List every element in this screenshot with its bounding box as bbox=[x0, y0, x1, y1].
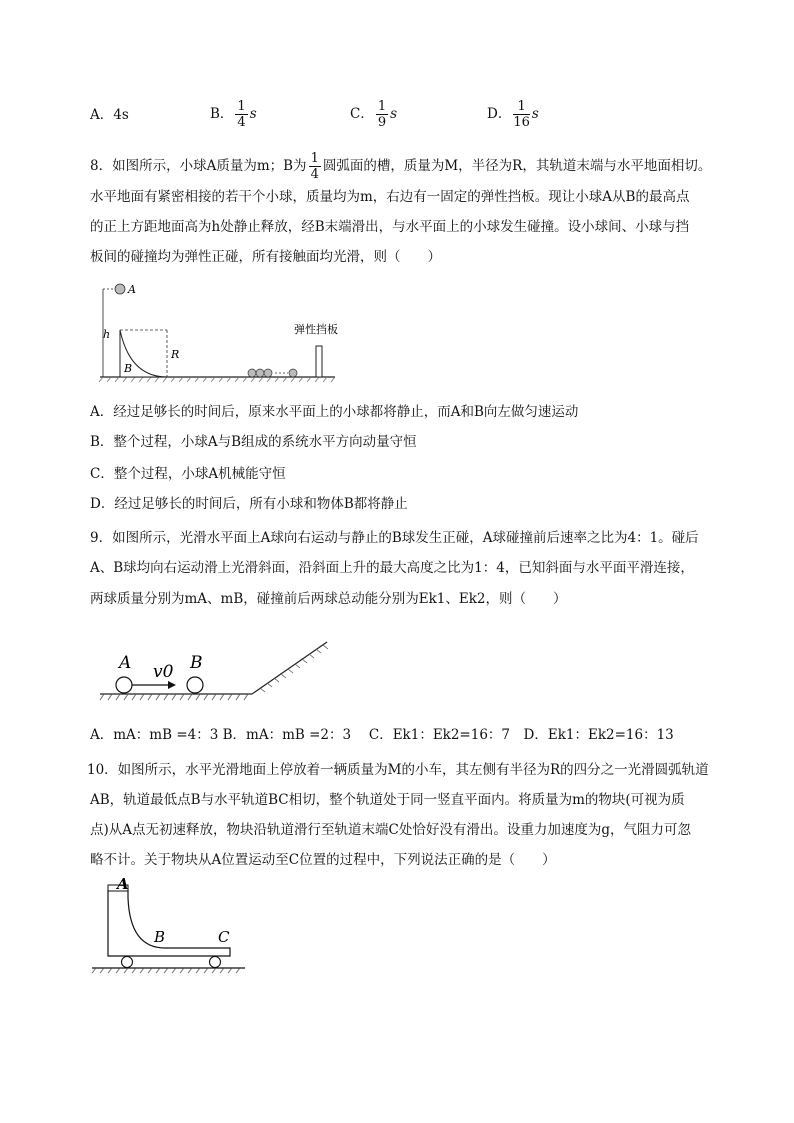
q10-line-2: AB，轨道最低点B与水平轨道BC相切，整个轨道处于同一竖直平面内。将质量为m的物块(可视为质 bbox=[90, 792, 685, 808]
q7-option-b-den: 4 bbox=[237, 115, 246, 130]
q8-fraction-den: 4 bbox=[310, 167, 319, 182]
q7-option-c-prefix: C． bbox=[350, 106, 374, 122]
q7-option-c bbox=[350, 96, 397, 132]
q8-fig-label-a: A bbox=[128, 283, 136, 296]
q9-fig-label-a: A bbox=[119, 653, 132, 673]
q7-option-c-num: 1 bbox=[377, 99, 387, 114]
q9-fig-label-b: B bbox=[190, 653, 203, 673]
q9-line-3: 两球质量分别为mA、mB，碰撞前后两球总动能分别为Ek1、Ek2，则（ ） bbox=[90, 591, 567, 607]
q9-fig-ball-b bbox=[187, 677, 203, 693]
q8-line-4: 板间的碰撞均为弹性正碰，所有接触面均光滑，则（ ） bbox=[90, 249, 441, 265]
q7-option-c-fraction bbox=[376, 99, 388, 130]
q7-option-c-den: 9 bbox=[377, 115, 387, 130]
q8-fraction-num: 1 bbox=[310, 151, 319, 166]
q7-option-d bbox=[487, 96, 539, 132]
q9-figure bbox=[95, 630, 340, 705]
q7-option-b-fraction bbox=[235, 99, 247, 130]
q8-line-1-a: 8．如图所示，小球A质量为m；B为 bbox=[90, 158, 307, 174]
q8-option-c: C．整个过程，小球A机械能守恒 bbox=[90, 466, 286, 482]
q7-option-d-fraction bbox=[513, 99, 530, 130]
q8-fig-label-h: h bbox=[103, 328, 111, 341]
q9-options: A．mA：mB =4：3 B．mA：mB =2：3 C．Ek1：Ek2=16：7 D．Ek1：Ek2=16：13 bbox=[90, 727, 674, 743]
q8-quarter-fraction bbox=[309, 151, 321, 182]
q8-option-d: D．经过足够长的时间后，所有小球和物体B都将静止 bbox=[90, 496, 408, 512]
q8-line-1-b: 圆弧面的槽，质量为M，半径为R，其轨道末端与水平地面相切。 bbox=[322, 158, 712, 174]
q7-option-d-prefix: D． bbox=[487, 106, 512, 122]
q10-fig-label-c: C bbox=[218, 928, 230, 946]
q8-option-b: B．整个过程，小球A与B组成的系统水平方向动量守恒 bbox=[90, 434, 417, 450]
q8-fig-label-wall: 弹性挡板 bbox=[294, 323, 338, 336]
q10-line-3: 点)从A点无初速释放，物块沿轨道滑行至轨道末端C处恰好没有滑出。设重力加速度为g，气阻力可忽 bbox=[90, 822, 691, 838]
q7-option-a: A．4s bbox=[90, 107, 129, 123]
q7-option-c-unit: s bbox=[390, 106, 398, 122]
q9-line-2: A、B球均向右运动滑上光滑斜面，沿斜面上升的最大高度之比为1：4，已知斜面与水平面平滑连接， bbox=[90, 560, 694, 576]
q10-fig-label-b: B bbox=[154, 928, 166, 946]
q8-line-1 bbox=[90, 150, 711, 182]
q8-option-a: A．经过足够长的时间后，原来水平面上的小球都将静止，而A和B向左做匀速运动 bbox=[90, 404, 579, 420]
q9-fig-label-v0: v0 bbox=[153, 662, 174, 682]
q7-option-d-num: 1 bbox=[513, 99, 530, 115]
q8-fig-ball-a bbox=[115, 284, 125, 294]
q7-option-b-num: 1 bbox=[237, 99, 246, 114]
q10-line-4: 略不计。关于物块从A位置运动至C位置的过程中，下列说法正确的是（ ） bbox=[90, 852, 556, 868]
q9-fig-ball-a bbox=[116, 677, 132, 693]
q7-option-b-prefix: B． bbox=[210, 106, 234, 122]
q9-line-1: 9．如图所示，光滑水平面上A球向右运动与静止的B球发生正碰，A球碰撞前后速率之比为4：1。碰后 bbox=[90, 530, 699, 546]
q10-fig-label-a: A bbox=[117, 878, 129, 893]
q10-figure bbox=[90, 878, 250, 978]
q10-line-1: 10．如图所示，水平光滑地面上停放着一辆质量为M的小车，其左侧有半径为R的四分之一光滑圆弧轨道 bbox=[87, 762, 709, 778]
q7-option-d-den: 16 bbox=[513, 115, 530, 130]
q7-option-b-unit: s bbox=[249, 106, 257, 122]
q7-option-d-unit: s bbox=[531, 106, 539, 122]
q8-line-3: 的正上方距地面高为h处静止释放，经B末端滑出，与水平面上的小球发生碰撞。设小球间、小球与挡 bbox=[90, 219, 690, 235]
q7-option-b bbox=[210, 96, 257, 132]
q8-fig-label-r: R bbox=[171, 348, 180, 361]
q8-line-2: 水平地面有紧密相接的若干个小球，质量均为m，右边有一固定的弹性挡板。现让小球A从B的最高点 bbox=[90, 189, 690, 205]
q8-figure bbox=[95, 278, 340, 388]
q8-fig-label-b: B bbox=[124, 362, 133, 375]
